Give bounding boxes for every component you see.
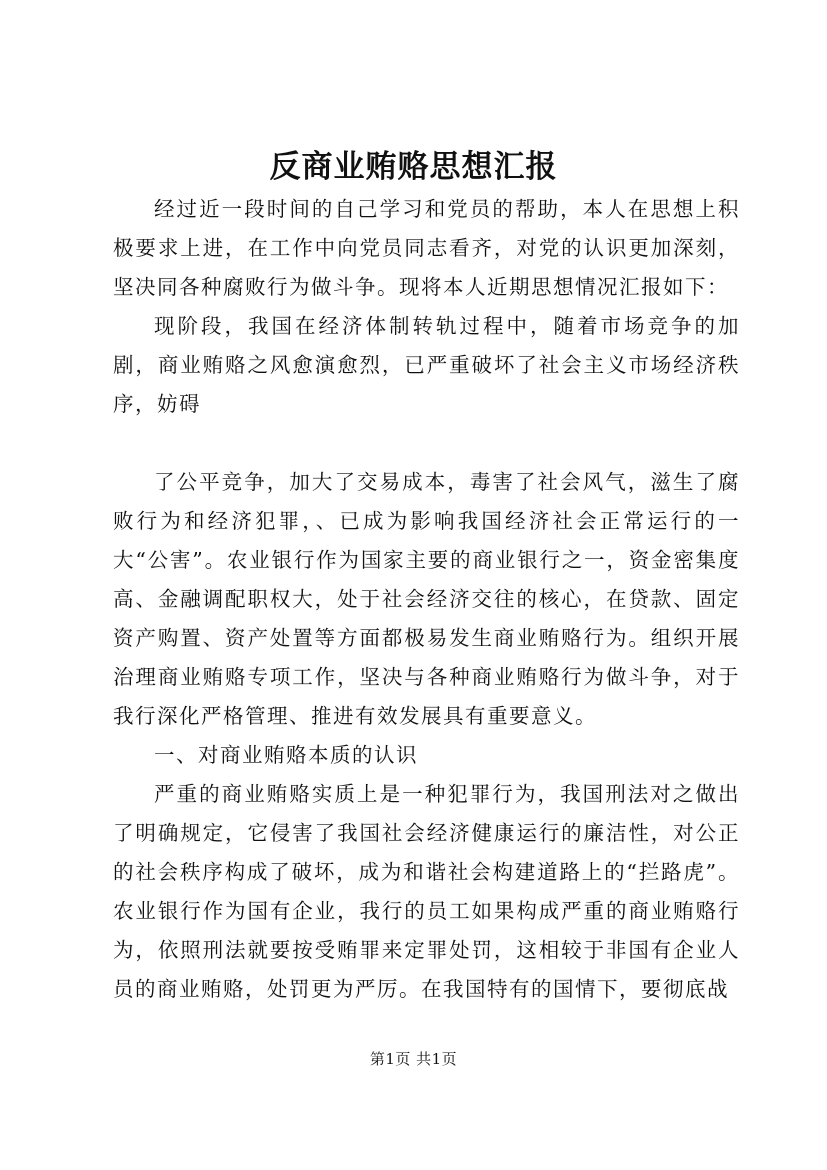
paragraph-harm: 了公平竞争，加大了交易成本，毒害了社会风气，滋生了腐败行为和经济犯罪，、已成为影响我国经济社会正常运行的一大“公害”。农业银行作为国家主要的商业银行之一，资金密集度高、金融调配职权大，处于社会经济交往的核心，在贷款、固定资产购置、资产处置等方面都极易发生商业贿赂行为。组织开展治理商业贿赂专项工作，坚决与各种商业贿赂行为做斗争，对于我行深化严格管理、推进有效发展具有重要意义。 xyxy=(113,470,740,728)
document-title: 反商业贿赂思想汇报 xyxy=(269,149,558,185)
page-number: 第1页 共1页 xyxy=(369,1050,458,1068)
section-heading: 一、对商业贿赂本质的认识 xyxy=(154,743,418,767)
paragraph-intro: 经过近一段时间的自己学习和党员的帮助，本人在思想上积极要求上进，在工作中向党员同志看齐，对党的认识更加深刻，坚决同各种腐败行为做斗争。现将本人近期思想情况汇报如下： xyxy=(113,197,740,299)
document-body xyxy=(113,190,740,1009)
paragraph-essence: 严重的商业贿赂实质上是一种犯罪行为，我国刑法对之做出了明确规定，它侵害了我国社会经济健康运行的廉洁性，对公正的社会秩序构成了破坏，成为和谐社会构建道路上的“拦路虎”。农业银行作为国有企业，我行的员工如果构成严重的商业贿赂行为，依照刑法就要按受贿罪来定罪处罚，这相较于非国有企业人员的商业贿赂，处罚更为严厉。在我国特有的国情下，要彻底战 xyxy=(113,782,740,1001)
paragraph-current-stage: 现阶段，我国在经济体制转轨过程中，随着市场竞争的加剧，商业贿赂之风愈演愈烈，已严重破坏了社会主义市场经济秩序，妨碍 xyxy=(113,314,740,416)
